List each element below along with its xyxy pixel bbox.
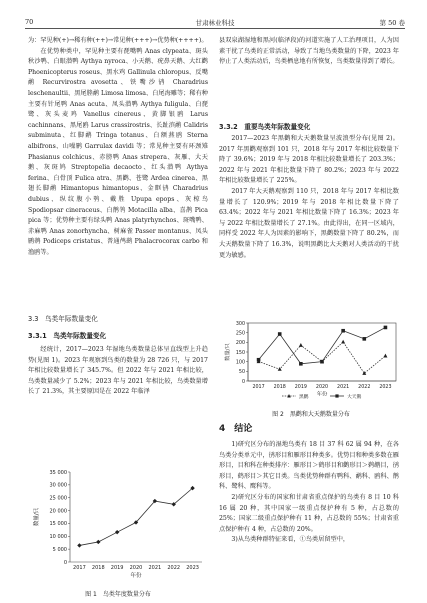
- x-axis-title: 年份: [316, 391, 328, 398]
- page-number: 70: [25, 18, 34, 26]
- x-tick-label: 2020: [315, 384, 329, 390]
- x-tick-label: 2021: [148, 565, 162, 571]
- data-point: [384, 326, 388, 330]
- y-tick-label: 35 000: [49, 469, 67, 476]
- y-tick-label: 0: [241, 379, 245, 385]
- section-4-heading: 4 结论: [219, 424, 253, 434]
- conclusion-2: 2)研究区分布的国家和甘肃省重点保护的鸟类有 8 目 10 科 16 属 20 种，其中国家一级重点保护种有 5 种，占总数的 25%；国家二级重点保护种有 11 种，占总数的 55%；甘肃省重点保护种有 4 种，占总数的 20%。: [219, 493, 399, 533]
- data-point: [383, 354, 387, 358]
- section-3-3-heading: 3.3 鸟类年际数量变化: [28, 315, 98, 323]
- y-tick-label: 0: [63, 559, 67, 566]
- x-axis-title: 年份: [130, 573, 142, 579]
- paragraph-status-order: 为：罕见种(+)→稀有种(++)→常见种(+++)→优势种(++++)。: [28, 37, 208, 44]
- plot-frame: [248, 323, 396, 381]
- x-tick-label: 2019: [110, 565, 124, 571]
- y-tick-label: 300: [235, 321, 245, 327]
- data-point: [96, 540, 100, 544]
- conclusion-3: 3)从鸟类种群特征来看，①鸟类居留型中，: [231, 536, 350, 544]
- y-tick-label: 200: [235, 341, 245, 347]
- x-tick-label: 2017: [73, 565, 86, 571]
- left-column-lower: [28, 345, 208, 398]
- x-tick-label: 2022: [167, 565, 181, 571]
- data-point: [77, 543, 81, 547]
- conclusions: [219, 440, 399, 546]
- figure-1-line-chart: [30, 466, 206, 586]
- journal-title: 甘肃林业科技: [195, 19, 235, 27]
- x-tick-label: 2020: [129, 565, 143, 571]
- figure-1-caption: 图 1 鸟类年度数量分布: [85, 591, 151, 598]
- conclusion-1: 1)研究区分布的湿地鸟类有 18 目 37 科 62 属 94 种，在各鸟类分类单元中，鸻形目和雁形目种类多。优势目和种类多数在雁形目，目和科在种类排序：雁形目＞鹤形目和鹳形目＞鹈鹕目，鸻形目，鹤形目＞其它目类。鸟类优势种群有鸭科、鹬科、鸥科、鹡科、鹭科、鹰科等。: [219, 441, 399, 491]
- legend-marker: [335, 394, 338, 397]
- section-3-3-1-heading: 3.3.1 鸟类年际数量变化: [28, 332, 107, 340]
- x-tick-label: 2018: [273, 384, 286, 390]
- data-point: [257, 358, 261, 362]
- figure-2-caption: 图 2 黑鹳和大天鹅数量分布: [272, 411, 350, 418]
- data-point: [299, 362, 303, 366]
- y-tick-label: 5 000: [52, 546, 67, 553]
- data-point: [341, 329, 345, 333]
- x-tick-label: 2017: [252, 384, 265, 390]
- legend-label: 黑鹳: [299, 395, 309, 400]
- series-line-1: [79, 488, 192, 545]
- y-tick-label: 10 000: [49, 534, 67, 541]
- y-axis-title: 数量/只: [225, 343, 231, 361]
- x-tick-label: 2023: [379, 384, 392, 390]
- y-tick-label: 30 000: [49, 482, 67, 489]
- data-point: [299, 343, 303, 347]
- y-tick-label: 20 000: [49, 508, 67, 515]
- paragraph-continuation: 县双泉湖湿地和黑河(临泽段)的河道实施了人工治理项目，人为因素干扰了鸟类的正常活动，导致了当地鸟类数量的下降，2023 年停止了人类活动后，鸟类栖息地有所恢复，鸟类数量得到了增长。: [219, 37, 399, 66]
- running-header: [25, 16, 405, 29]
- data-point: [341, 340, 345, 344]
- section-3-3-2-heading: 3.3.2 重要鸟类年际数量变化: [219, 123, 311, 131]
- right-column-mid: [219, 134, 399, 261]
- y-tick-label: 50: [238, 370, 245, 376]
- y-tick-label: 100: [235, 360, 245, 366]
- paragraph-annual-trend: 经统计，2017—2023 年湿地鸟类数量总体呈直线型上升趋势(见图 1)。2023 年观察到鸟类的数量为 28 726 只，与 2017 年相比较数量增长了 345.7%。但 2022 年与 2021 年相比较，鸟类数量减少了 5.2%；2023 年与 2021 年相比较，鸟类数量增长了 21.3%，其主要原因是在 2022 年临泽: [28, 346, 208, 396]
- volume-label: 第 50 卷: [379, 19, 405, 27]
- x-tick-label: 2019: [294, 384, 307, 390]
- left-column: [28, 36, 208, 258]
- y-axis-title: 数量/只: [34, 507, 40, 527]
- data-point: [362, 337, 366, 341]
- right-column: [219, 36, 399, 68]
- paragraph-swan-trend: 2017 年大天鹅观察到 110 只，2018 年与 2017 年相比数量增长了 120.9%；2019 年与 2018 年相比数量下降了 63.4%；2022 年与 2021 年相比数量下降了 16.3%；2023 年与 2022 年相比数量增长了 27.1%。由此得出，在同一区域内，同样受 2022 年人为因素的影响下，黑鹳数量下降了 80.2%，而大天鹅数量下降了 16.3%，说明黑鹳比大天鹅对人类活动的干扰更为敏感。: [219, 187, 399, 259]
- x-tick-label: 2023: [186, 565, 199, 571]
- x-tick-label: 2022: [358, 384, 371, 390]
- data-point: [320, 360, 324, 364]
- series-line-2: [259, 327, 386, 363]
- data-point: [115, 530, 119, 534]
- paragraph-species-list: 在优势种类中，罕见种主要有琵嘴鸭 Anas clypeata、斑头秋沙鸭、白眼潜鸭 Aythya nyroca、小天鹅、疣鼻天鹅、大红鹳 Phoenicopterus roseus、黑水鸡 Gallinula chloropus、反嘴鹬 Recurvirostra avosetta、铁嘴沙鸻 Charadrius leschenaultii、黑尾塍鹬 Limosa limosa、白尾海雕等；稀有种主要有针尾鸭 Anas acuta、凤头潜鸭 Aythya fuligula、白琵鹭、灰头麦鸡 Vanellus cinereus、黄脚银鸥 Larus cachinnans、黑尾鸥 Larus crassirostris、长趾滨鹬 Calidris subminuta、红脚鹬 Tringa totanus、白额燕鸥 Sterna albifrons、山噪鹛 Garrulax davidi 等；常见种主要有环颈雉 Phasianus colchicus、赤膀鸭 Anas strepera、灰雁、大天鹅、灰斑鸠 Streptopelia decaocto、红头潜鸭 Aythya ferina、白骨顶 Fulica atra、黑鹳、苍鹭 Ardea cinerea、黑翅长脚鹬 Himantopus himantopus、金眶鸻 Charadrius dubius、纵纹腹小鸮、戴胜 Upupa epops、灰椋鸟 Spodiopsar cineraceus、白鹡鸰 Motacilla alba、喜鹊 Pica pica 等；优势种主要有绿头鸭 Anas platyrhynchos、斑嘴鸭、赤麻鸭 Anas zonorhyncha、树麻雀 Passer montanus、凤头鹛鹈 Podiceps cristatus、普通鸬鹚 Phalacrocorax carbo 和渔鸥等。: [28, 47, 208, 256]
- y-tick-label: 25 000: [49, 495, 67, 502]
- y-tick-label: 150: [235, 350, 245, 356]
- legend-label: 大天鹅: [347, 395, 362, 400]
- series-line-1: [259, 342, 386, 373]
- figure-2-line-chart: [222, 318, 400, 406]
- x-tick-label: 2021: [337, 384, 350, 390]
- paragraph-stork-trend: 2017—2023 年黑鹳和大天鹅数量呈波浪型分布(见图 2)。2017 年黑鹳观察到 101 只，2018 年与 2017 年相比较数量下降了 39.6%；2019 年与 2018 年相比较数量增长了 203.3%；2022 年与 2021 年相比数量下降了 80.2%；2023 年与 2022 年相比较数量增长了 225%。: [219, 135, 399, 185]
- y-tick-label: 15 000: [49, 521, 67, 528]
- x-tick-label: 2018: [91, 565, 105, 571]
- y-tick-label: 250: [235, 331, 245, 337]
- data-point: [278, 332, 282, 336]
